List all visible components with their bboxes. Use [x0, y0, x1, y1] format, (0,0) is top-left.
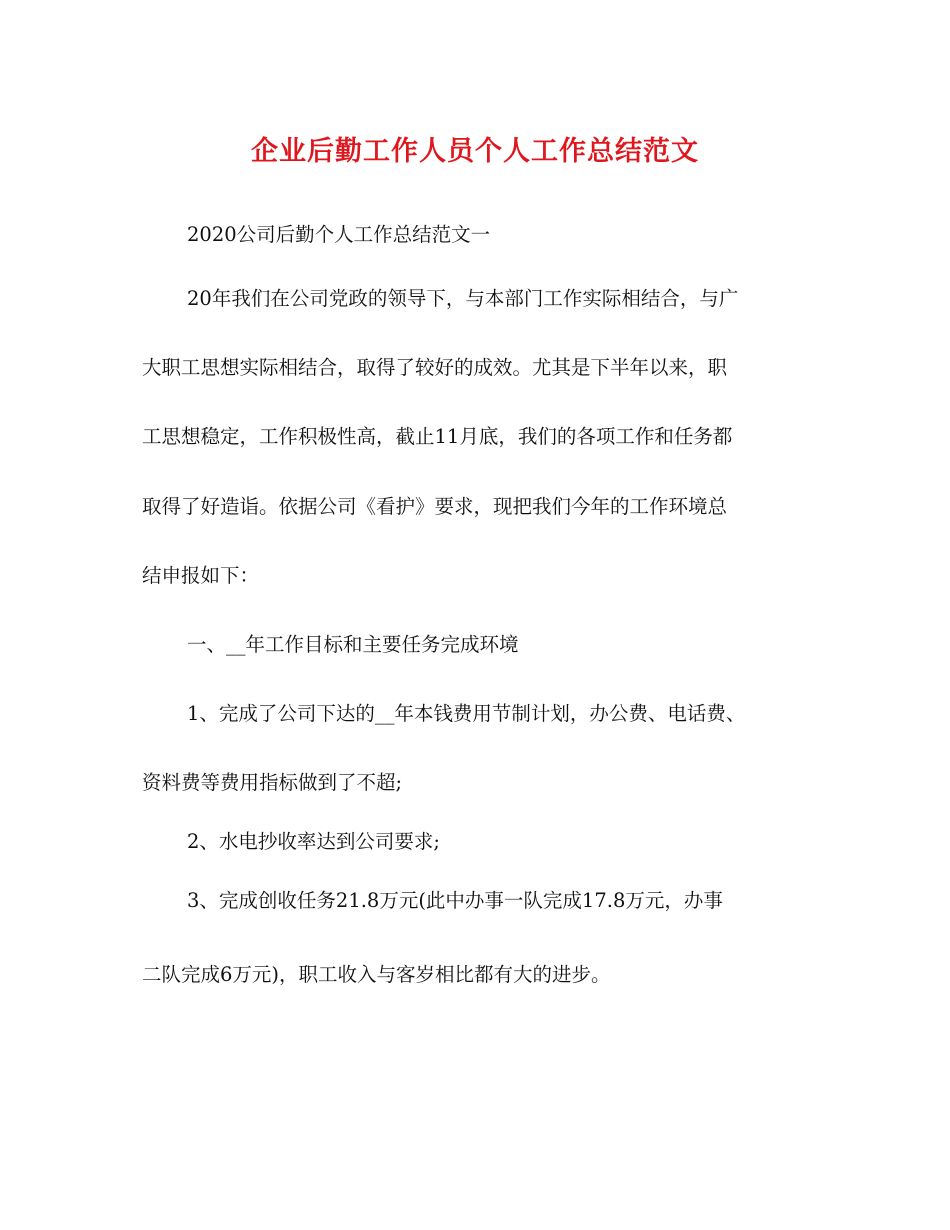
- list-item-line: 2、水电抄收率达到公司要求;: [187, 830, 440, 853]
- section-heading: 2020公司后勤个人工作总结范文一: [187, 223, 491, 246]
- list-item-line: 3、完成创收任务21.8万元(此中办事一队完成17.8万元，办事: [187, 889, 723, 912]
- document-title: 企业后勤工作人员个人工作总结范文: [251, 136, 699, 167]
- subsection-heading: 一、__年工作目标和主要任务完成环境: [187, 633, 519, 656]
- paragraph-line: 工思想稳定，工作积极性高，截止11月底，我们的各项工作和任务都: [142, 425, 733, 448]
- paragraph-line: 20年我们在公司党政的领导下，与本部门工作实际相结合，与广: [187, 287, 739, 310]
- paragraph-line: 结申报如下：: [142, 564, 260, 587]
- list-item-line: 资料费等费用指标做到了不超;: [142, 771, 403, 794]
- paragraph-line: 大职工思想实际相结合，取得了较好的成效。尤其是下半年以来，职: [142, 356, 728, 379]
- list-item-line: 1、完成了公司下达的__年本钱费用节制计划，办公费、电话费、: [187, 702, 746, 725]
- list-item-line: 二队完成6万元)，职工收入与客岁相比都有大的进步。: [142, 963, 611, 986]
- paragraph-line: 取得了好造诣。依据公司《看护》要求，现把我们今年的工作环境总: [142, 495, 728, 518]
